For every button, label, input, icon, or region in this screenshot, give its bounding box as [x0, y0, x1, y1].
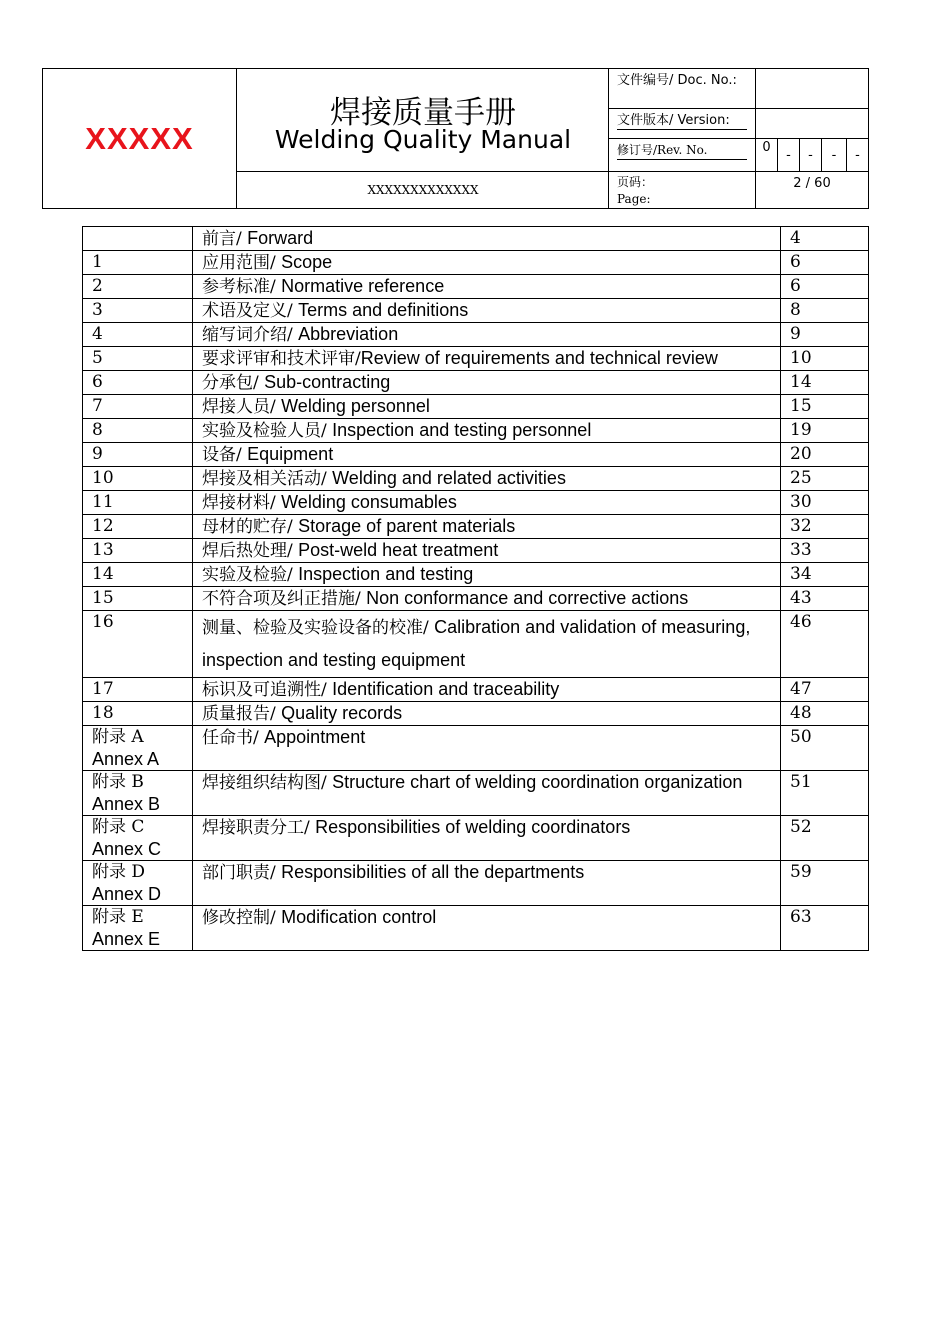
section-title [193, 347, 781, 371]
doc-no-label: 文件编号/ Doc. No.: [617, 73, 737, 88]
section-page: 14 [781, 371, 869, 395]
annex-number-cn: 附录 B [92, 772, 144, 792]
section-title-en: Non conformance and corrective actions [366, 588, 689, 608]
section-title-en: Review of requirements and technical review [360, 348, 718, 368]
section-title-cn: 测量、检验及实验设备的校准/ [202, 618, 435, 638]
section-title-cn: 焊接及相关活动/ [202, 469, 333, 489]
section-title-en: Quality records [281, 703, 403, 723]
section-page: 47 [781, 678, 869, 702]
toc-annex-row [83, 816, 869, 861]
section-page: 46 [781, 611, 869, 678]
table-of-contents [82, 226, 869, 951]
section-title [193, 419, 781, 443]
section-page: 6 [781, 251, 869, 275]
section-title [193, 587, 781, 611]
toc-row [83, 371, 869, 395]
toc-row [83, 395, 869, 419]
rev-digit-1: 0 [762, 140, 771, 155]
page-number: 2 / 60 [793, 176, 831, 191]
section-title-en: Welding personnel [281, 396, 430, 416]
toc-annex-row [83, 771, 869, 816]
section-title [193, 678, 781, 702]
section-page: 33 [781, 539, 869, 563]
section-title-en: Welding and related activities [332, 468, 566, 488]
section-number: 6 [83, 371, 193, 395]
section-title [193, 443, 781, 467]
annex-title-cn: 部门职责/ [202, 863, 282, 883]
annex-page: 52 [781, 816, 869, 861]
annex-number [83, 816, 193, 861]
section-title [193, 227, 781, 251]
section-title-cn: 不符合项及纠正措施/ [202, 589, 367, 609]
toc-row [83, 515, 869, 539]
section-number: 4 [83, 323, 193, 347]
section-page: 32 [781, 515, 869, 539]
section-page: 30 [781, 491, 869, 515]
toc-row [83, 702, 869, 726]
section-number: 5 [83, 347, 193, 371]
section-number: 9 [83, 443, 193, 467]
annex-title [193, 861, 781, 906]
annex-page: 59 [781, 861, 869, 906]
section-title [193, 251, 781, 275]
toc-row [83, 611, 869, 678]
rev-digit-2: - [786, 148, 791, 163]
section-title [193, 467, 781, 491]
company-logo: XXXXX [85, 120, 194, 156]
annex-title [193, 771, 781, 816]
section-page: 43 [781, 587, 869, 611]
section-number: 12 [83, 515, 193, 539]
divider [608, 108, 868, 109]
section-number: 18 [83, 702, 193, 726]
section-number: 10 [83, 467, 193, 491]
section-title-en: Inspection and testing [298, 564, 474, 584]
section-title-cn: 设备/ [202, 445, 248, 465]
section-title [193, 275, 781, 299]
section-title-en: Post-weld heat treatment [298, 540, 499, 560]
section-title-en: Equipment [247, 444, 334, 464]
section-number [83, 227, 193, 251]
section-page: 20 [781, 443, 869, 467]
section-number: 17 [83, 678, 193, 702]
section-title [193, 323, 781, 347]
annex-number [83, 861, 193, 906]
section-title-cn: 要求评审和技术评审/ [202, 349, 361, 369]
section-number: 1 [83, 251, 193, 275]
annex-number-en: Annex D [92, 884, 162, 904]
section-number: 7 [83, 395, 193, 419]
section-page: 48 [781, 702, 869, 726]
section-number: 13 [83, 539, 193, 563]
section-page: 25 [781, 467, 869, 491]
toc-row [83, 419, 869, 443]
section-number: 3 [83, 299, 193, 323]
section-page: 8 [781, 299, 869, 323]
annex-title [193, 906, 781, 951]
section-title-en: Identification and traceability [332, 679, 560, 699]
annex-number-cn: 附录 E [92, 907, 144, 927]
section-title-cn: 焊接人员/ [202, 397, 282, 417]
annex-number [83, 726, 193, 771]
toc-annex-row [83, 861, 869, 906]
page-label: 页码： Page: [617, 175, 654, 206]
section-title [193, 515, 781, 539]
section-page: 9 [781, 323, 869, 347]
annex-title-cn: 焊接组织结构图/ [202, 773, 333, 793]
annex-title-en: Modification control [281, 907, 437, 927]
section-title [193, 702, 781, 726]
section-title-cn: 焊后热处理/ [202, 541, 299, 561]
annex-number-cn: 附录 C [92, 817, 145, 837]
annex-number-en: Annex C [92, 839, 162, 859]
annex-title-en: Structure chart of welding coordination organization [332, 772, 743, 792]
annex-page: 51 [781, 771, 869, 816]
section-title-cn: 应用范围/ [202, 253, 282, 273]
section-page: 15 [781, 395, 869, 419]
section-title [193, 491, 781, 515]
annex-page: 63 [781, 906, 869, 951]
annex-title-cn: 焊接职责分工/ [202, 818, 316, 838]
rev-digit-5: - [855, 148, 860, 163]
toc-row [83, 467, 869, 491]
toc-row [83, 227, 869, 251]
section-title-en: Normative reference [281, 276, 445, 296]
annex-number-cn: 附录 D [92, 862, 146, 882]
section-title-cn: 质量报告/ [202, 704, 282, 724]
section-number: 15 [83, 587, 193, 611]
toc-row [83, 539, 869, 563]
section-title-en: Welding consumables [281, 492, 457, 512]
section-title-cn: 焊接材料/ [202, 493, 282, 513]
toc-row [83, 299, 869, 323]
toc-row [83, 563, 869, 587]
section-title-en: Scope [281, 252, 333, 272]
rev-digit-3: - [808, 148, 813, 163]
section-title-cn: 术语及定义/ [202, 301, 299, 321]
section-number: 16 [83, 611, 193, 678]
section-title [193, 395, 781, 419]
section-page: 10 [781, 347, 869, 371]
section-number: 2 [83, 275, 193, 299]
annex-number-en: Annex E [92, 929, 161, 949]
section-title [193, 611, 781, 678]
toc-row [83, 347, 869, 371]
annex-page: 50 [781, 726, 869, 771]
annex-number-en: Annex B [92, 794, 161, 814]
document-code: XXXXXXXXXXXXX [367, 183, 479, 197]
annex-title-en: Appointment [264, 727, 366, 747]
section-number: 14 [83, 563, 193, 587]
section-title-en: Abbreviation [298, 324, 399, 344]
annex-title [193, 726, 781, 771]
toc-row [83, 323, 869, 347]
section-number: 11 [83, 491, 193, 515]
section-title-en: Terms and definitions [298, 300, 469, 320]
divider [236, 171, 868, 172]
section-title-cn: 母材的贮存/ [202, 517, 299, 537]
section-title-cn: 实验及检验/ [202, 565, 299, 585]
section-title [193, 371, 781, 395]
section-title-cn: 缩写词介绍/ [202, 325, 299, 345]
section-title-cn: 实验及检验人员/ [202, 421, 333, 441]
section-title-en: Forward [247, 228, 314, 248]
manual-title-cn: 焊接质量手册 [330, 95, 516, 131]
toc-annex-row [83, 726, 869, 771]
section-page: 4 [781, 227, 869, 251]
annex-number [83, 771, 193, 816]
section-title-cn: 标识及可追溯性/ [202, 680, 333, 700]
section-title-en: Inspection and testing personnel [332, 420, 592, 440]
toc-row [83, 587, 869, 611]
annex-title-en: Responsibilities of welding coordinators [315, 817, 631, 837]
section-title-cn: 参考标准/ [202, 277, 282, 297]
section-page: 19 [781, 419, 869, 443]
section-title-en: Calibration and validation of measuring, inspection and testing equipment [202, 617, 751, 670]
version-label: 文件版本/ Version: [617, 112, 747, 130]
section-title [193, 563, 781, 587]
section-title-en: Sub-contracting [264, 372, 391, 392]
toc-row [83, 491, 869, 515]
annex-number [83, 906, 193, 951]
section-title-en: Storage of parent materials [298, 516, 516, 536]
toc-row [83, 275, 869, 299]
section-title-cn: 分承包/ [202, 373, 265, 393]
annex-title-en: Responsibilities of all the departments [281, 862, 585, 882]
manual-title-en: Welding Quality Manual [274, 125, 572, 154]
annex-title-cn: 任命书/ [202, 728, 265, 748]
section-title [193, 539, 781, 563]
annex-title-cn: 修改控制/ [202, 908, 282, 928]
toc-row [83, 443, 869, 467]
section-page: 34 [781, 563, 869, 587]
annex-number-en: Annex A [92, 749, 160, 769]
toc-row [83, 251, 869, 275]
section-title [193, 299, 781, 323]
annex-title [193, 816, 781, 861]
section-number: 8 [83, 419, 193, 443]
document-header [42, 68, 869, 209]
annex-number-cn: 附录 A [92, 727, 144, 747]
section-page: 6 [781, 275, 869, 299]
rev-digit-4: - [831, 148, 837, 163]
toc-annex-row [83, 906, 869, 951]
section-title-cn: 前言/ [202, 229, 248, 249]
toc-row [83, 678, 869, 702]
rev-label: 修订号/Rev. No. [617, 142, 747, 160]
